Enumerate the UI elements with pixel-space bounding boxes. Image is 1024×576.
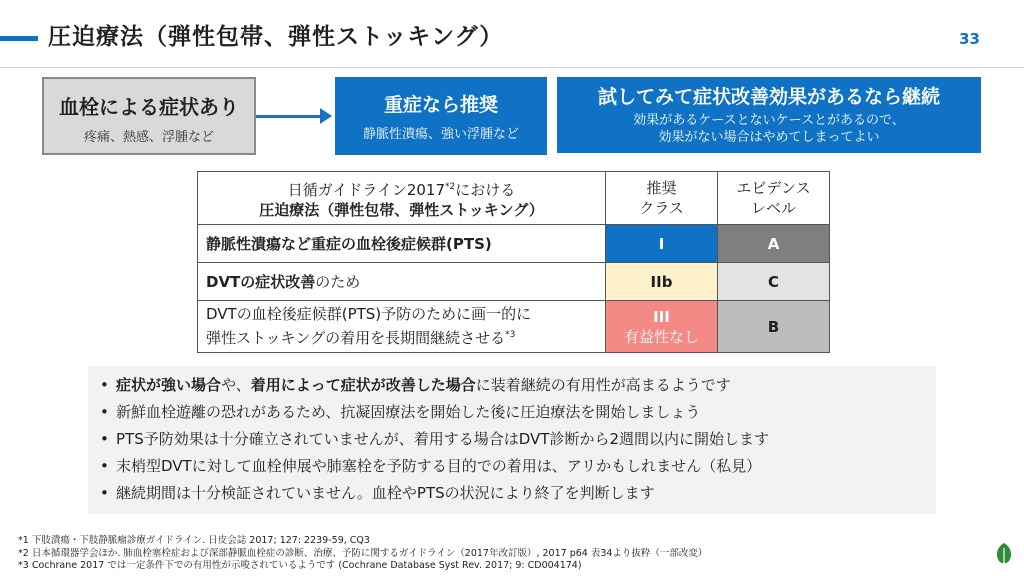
table-row <box>198 263 830 301</box>
recommend-box-title: 重症なら推奨 <box>383 94 498 116</box>
row-label-rest: のため <box>315 273 361 291</box>
page-number: 33 <box>959 30 980 48</box>
title-accent-bar <box>0 36 38 41</box>
guideline-table <box>197 171 830 353</box>
row-label-line2-wrap <box>206 325 597 349</box>
flow-arrow-line <box>256 115 322 118</box>
table-header-evidence <box>718 172 830 225</box>
note2-text: 新鮮血栓遊離の恐れがあるため、抗凝固療法を開始した後に圧迫療法を開始しましょう <box>116 403 701 421</box>
symptom-box-title: 血栓による症状あり <box>59 95 239 119</box>
table-header-class-line1: 推奨 <box>646 179 677 197</box>
row-label-line1: DVTの血栓後症候群(PTS)予防のために画一的に <box>206 305 532 323</box>
row-label-severe-pts <box>198 225 606 263</box>
table-header-guideline <box>198 172 606 225</box>
bullet-icon: • <box>100 430 109 448</box>
symptom-box <box>42 77 256 155</box>
table-row <box>198 225 830 263</box>
bullet-icon: • <box>100 484 109 502</box>
continue-box-title: 試してみて症状改善効果があるなら継続 <box>597 86 940 108</box>
class-cell-IIb: IIb <box>606 263 718 301</box>
note1-bold2: 着用によって症状が改善した場合 <box>250 376 476 394</box>
leaf-logo-icon <box>994 542 1014 566</box>
continue-box-subtitle-line1: 効果があるケースとないケースとがあるので、 <box>633 113 905 128</box>
note1-bold1: 症状が強い場合 <box>116 376 222 394</box>
footnote-2: *2 日本循環器学会ほか. 肺血栓塞栓症および深部静脈血栓症の診断、治療、予防に関するガイドライン（2017年改訂版）, 2017 p64 表34より抜粋（一部改変） <box>18 547 708 559</box>
list-item <box>100 453 936 480</box>
symptom-box-subtitle: 疼痛、熱感、浮腫など <box>83 130 214 145</box>
list-item <box>100 480 936 507</box>
row-label-text: 静脈性潰瘍など重症の血栓後症候群(PTS) <box>206 235 492 253</box>
list-item <box>100 372 936 399</box>
page-title: 圧迫療法（弾性包帯、弾性ストッキング） <box>48 24 504 50</box>
notes-list <box>100 372 936 507</box>
footnote-1: *1 下肢潰瘍・下肢静脈瘤診療ガイドライン. 日皮会誌 2017; 127: 2239-59, CQ3 <box>18 535 370 546</box>
table-header-class <box>606 172 718 225</box>
footnote-ref-2: *2 <box>445 181 456 192</box>
table-row <box>198 301 830 353</box>
class-cell-III-grade: III <box>653 307 670 326</box>
note1-text1: や、 <box>221 376 251 394</box>
table-header-line1-post: における <box>455 180 516 199</box>
list-item <box>100 426 936 453</box>
recommend-box-subtitle: 静脈性潰瘍、強い浮腫など <box>362 127 519 142</box>
continue-box-subtitle <box>557 112 981 146</box>
bullet-icon: • <box>100 403 109 421</box>
title-divider <box>0 67 1024 68</box>
row-label-bold: DVTの症状改善 <box>206 273 316 291</box>
recommend-box <box>335 77 547 155</box>
continue-box <box>557 77 981 153</box>
evidence-cell-C: C <box>718 263 830 301</box>
bullet-icon: • <box>100 376 109 394</box>
notes-panel <box>88 366 936 514</box>
title-bar <box>0 0 1024 68</box>
row-label-dvt-symptom <box>198 263 606 301</box>
list-item <box>100 399 936 426</box>
table-header-row <box>198 172 830 225</box>
bullet-icon: • <box>100 457 109 475</box>
table-header-evidence-line1: エビデンス <box>736 179 811 197</box>
table-header-evidence-line2: レベル <box>750 199 796 217</box>
note1-text2: に装着継続の有用性が高まるようです <box>475 376 731 394</box>
footnote-3: *3 Cochrane 2017 では一定条件下での有用性が示唆されているようです (Cochrane Database Syst Rev. 2017; 9: CD004174) <box>18 560 582 571</box>
table-header-line1 <box>206 177 597 200</box>
evidence-cell-B: B <box>718 301 830 353</box>
flow-arrow-icon <box>320 108 332 124</box>
class-cell-I: I <box>606 225 718 263</box>
continue-box-subtitle-line2: 効果がない場合はやめてしまってよい <box>658 130 880 145</box>
evidence-cell-A: A <box>718 225 830 263</box>
row-label-line2: 弾性ストッキングの着用を長期間継続させる <box>206 329 506 347</box>
table-header-class-line2: クラス <box>639 199 684 217</box>
table-header-line2: 圧迫療法（弾性包帯、弾性ストッキング） <box>259 200 544 219</box>
class-cell-III <box>606 301 718 353</box>
table-header-line1-pre: 日循ガイドライン2017 <box>287 180 446 199</box>
row-label-pts-prevention <box>198 301 606 353</box>
class-cell-III-note: 有益性なし <box>623 327 699 346</box>
note5-text: 継続期間は十分検証されていません。血栓やPTSの状況により終了を判断します <box>116 484 655 502</box>
note3-text: PTS予防効果は十分確立されていませんが、着用する場合はDVT診断から2週間以内に開始します <box>116 430 769 448</box>
footnotes <box>18 535 707 573</box>
note4-text: 末梢型DVTに対して血栓伸展や肺塞栓を予防する目的での着用は、アリかもしれません（私見） <box>116 457 762 475</box>
footnote-ref-3: *3 <box>505 330 516 340</box>
